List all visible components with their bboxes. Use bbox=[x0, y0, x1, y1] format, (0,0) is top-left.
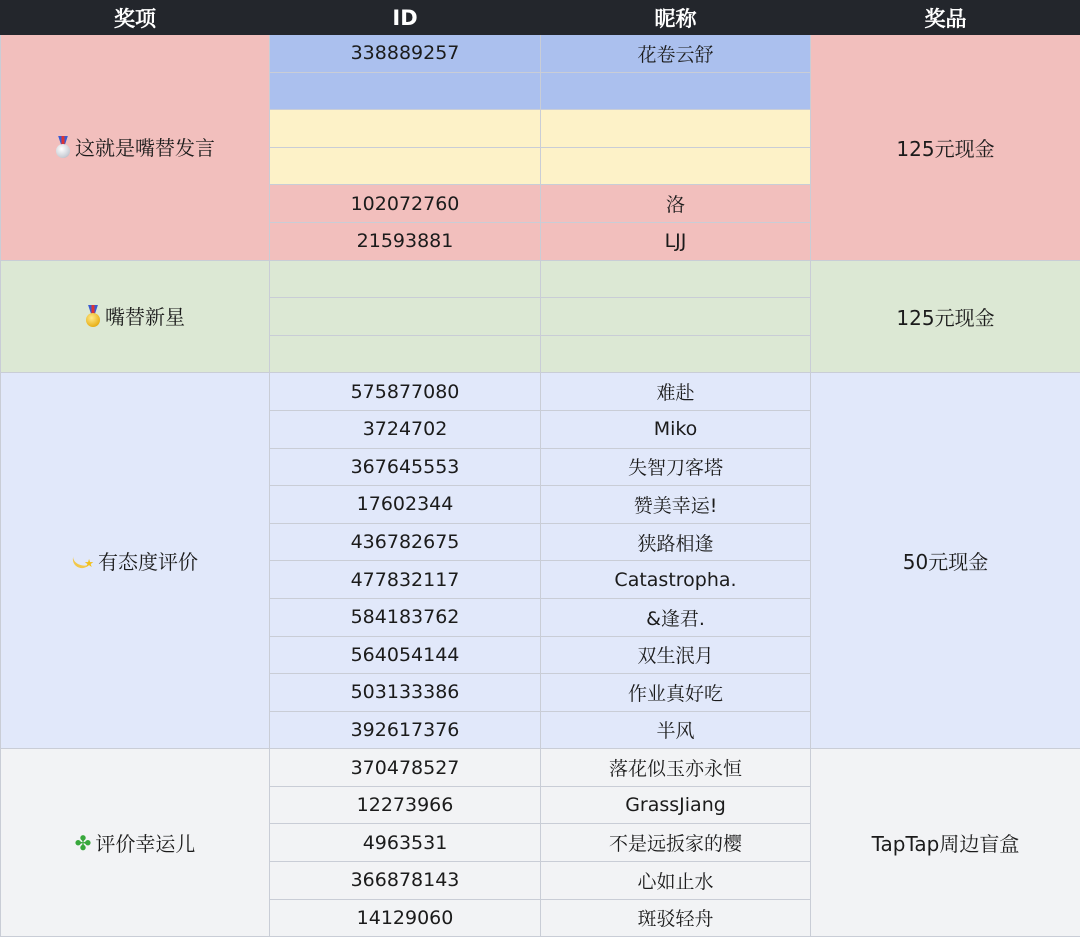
award-label: 这就是嘴替发言 bbox=[75, 136, 215, 161]
prize-cell: 50元现金 bbox=[811, 373, 1080, 749]
nickname-cell: 作业真好吃 bbox=[541, 674, 811, 712]
nickname-cell bbox=[541, 110, 811, 148]
id-cell bbox=[270, 110, 541, 148]
id-column-header: ID bbox=[270, 1, 541, 35]
prize-cell: 125元现金 bbox=[811, 35, 1080, 261]
nickname-cell: 赞美幸运! bbox=[541, 486, 811, 524]
id-cell bbox=[270, 298, 541, 336]
award-cell bbox=[1, 749, 270, 937]
nickname-cell: 花卷云舒 bbox=[541, 35, 811, 73]
id-cell: 12273966 bbox=[270, 786, 541, 824]
id-cell: 14129060 bbox=[270, 899, 541, 937]
id-cell: 575877080 bbox=[270, 373, 541, 411]
nickname-cell: 狭路相逢 bbox=[541, 523, 811, 561]
nickname-cell: 半风 bbox=[541, 711, 811, 749]
nickname-cell: 失智刀客塔 bbox=[541, 448, 811, 486]
header-row bbox=[1, 1, 1080, 35]
shooting-star-icon: ★ bbox=[72, 553, 94, 569]
award-label: 有态度评价 bbox=[98, 550, 198, 575]
id-cell: 21593881 bbox=[270, 222, 541, 260]
prize-cell: 125元现金 bbox=[811, 260, 1080, 373]
second-place-medal-icon bbox=[55, 136, 71, 158]
table-row bbox=[1, 373, 1080, 411]
table-row bbox=[1, 35, 1080, 73]
prize-cell: TapTap周边盲盒 bbox=[811, 749, 1080, 937]
award-label: 嘴替新星 bbox=[105, 305, 185, 330]
id-cell: 338889257 bbox=[270, 35, 541, 73]
id-cell bbox=[270, 335, 541, 373]
id-cell: 477832117 bbox=[270, 561, 541, 599]
id-cell bbox=[270, 147, 541, 185]
nickname-cell: 不是远扳家的樱 bbox=[541, 824, 811, 862]
table-row bbox=[1, 260, 1080, 298]
id-cell: 17602344 bbox=[270, 486, 541, 524]
nickname-cell: 难赴 bbox=[541, 373, 811, 411]
award-label: 评价幸运儿 bbox=[95, 832, 196, 857]
id-cell: 3724702 bbox=[270, 410, 541, 448]
id-cell: 102072760 bbox=[270, 185, 541, 223]
award-cell bbox=[1, 373, 270, 749]
nickname-cell: GrassJiang bbox=[541, 786, 811, 824]
table-header bbox=[1, 1, 1080, 35]
nickname-cell: &逢君. bbox=[541, 598, 811, 636]
award-cell bbox=[1, 260, 270, 373]
id-cell: 366878143 bbox=[270, 862, 541, 900]
id-cell: 4963531 bbox=[270, 824, 541, 862]
first-place-medal-icon bbox=[85, 305, 101, 327]
id-cell bbox=[270, 72, 541, 110]
nickname-cell bbox=[541, 147, 811, 185]
id-cell: 367645553 bbox=[270, 448, 541, 486]
nickname-cell bbox=[541, 298, 811, 336]
id-cell: 564054144 bbox=[270, 636, 541, 674]
nickname-cell: Catastropha. bbox=[541, 561, 811, 599]
id-cell bbox=[270, 260, 541, 298]
nickname-cell: 斑驳轻舟 bbox=[541, 899, 811, 937]
table-body bbox=[1, 35, 1080, 937]
nickname-column-header: 昵称 bbox=[541, 1, 811, 35]
nickname-cell bbox=[541, 335, 811, 373]
award-cell bbox=[1, 35, 270, 261]
four-leaf-clover-icon: ✤ bbox=[74, 830, 92, 855]
award-column-header: 奖项 bbox=[1, 1, 270, 35]
id-cell: 436782675 bbox=[270, 523, 541, 561]
nickname-cell: 落花似玉亦永恒 bbox=[541, 749, 811, 787]
nickname-cell: 洛 bbox=[541, 185, 811, 223]
id-cell: 503133386 bbox=[270, 674, 541, 712]
nickname-cell bbox=[541, 260, 811, 298]
nickname-cell: Miko bbox=[541, 410, 811, 448]
id-cell: 584183762 bbox=[270, 598, 541, 636]
table-row bbox=[1, 749, 1080, 787]
nickname-cell: LJJ bbox=[541, 222, 811, 260]
prize-column-header: 奖品 bbox=[811, 1, 1080, 35]
id-cell: 392617376 bbox=[270, 711, 541, 749]
nickname-cell: 心如止水 bbox=[541, 862, 811, 900]
nickname-cell: 双生泯月 bbox=[541, 636, 811, 674]
nickname-cell bbox=[541, 72, 811, 110]
id-cell: 370478527 bbox=[270, 749, 541, 787]
